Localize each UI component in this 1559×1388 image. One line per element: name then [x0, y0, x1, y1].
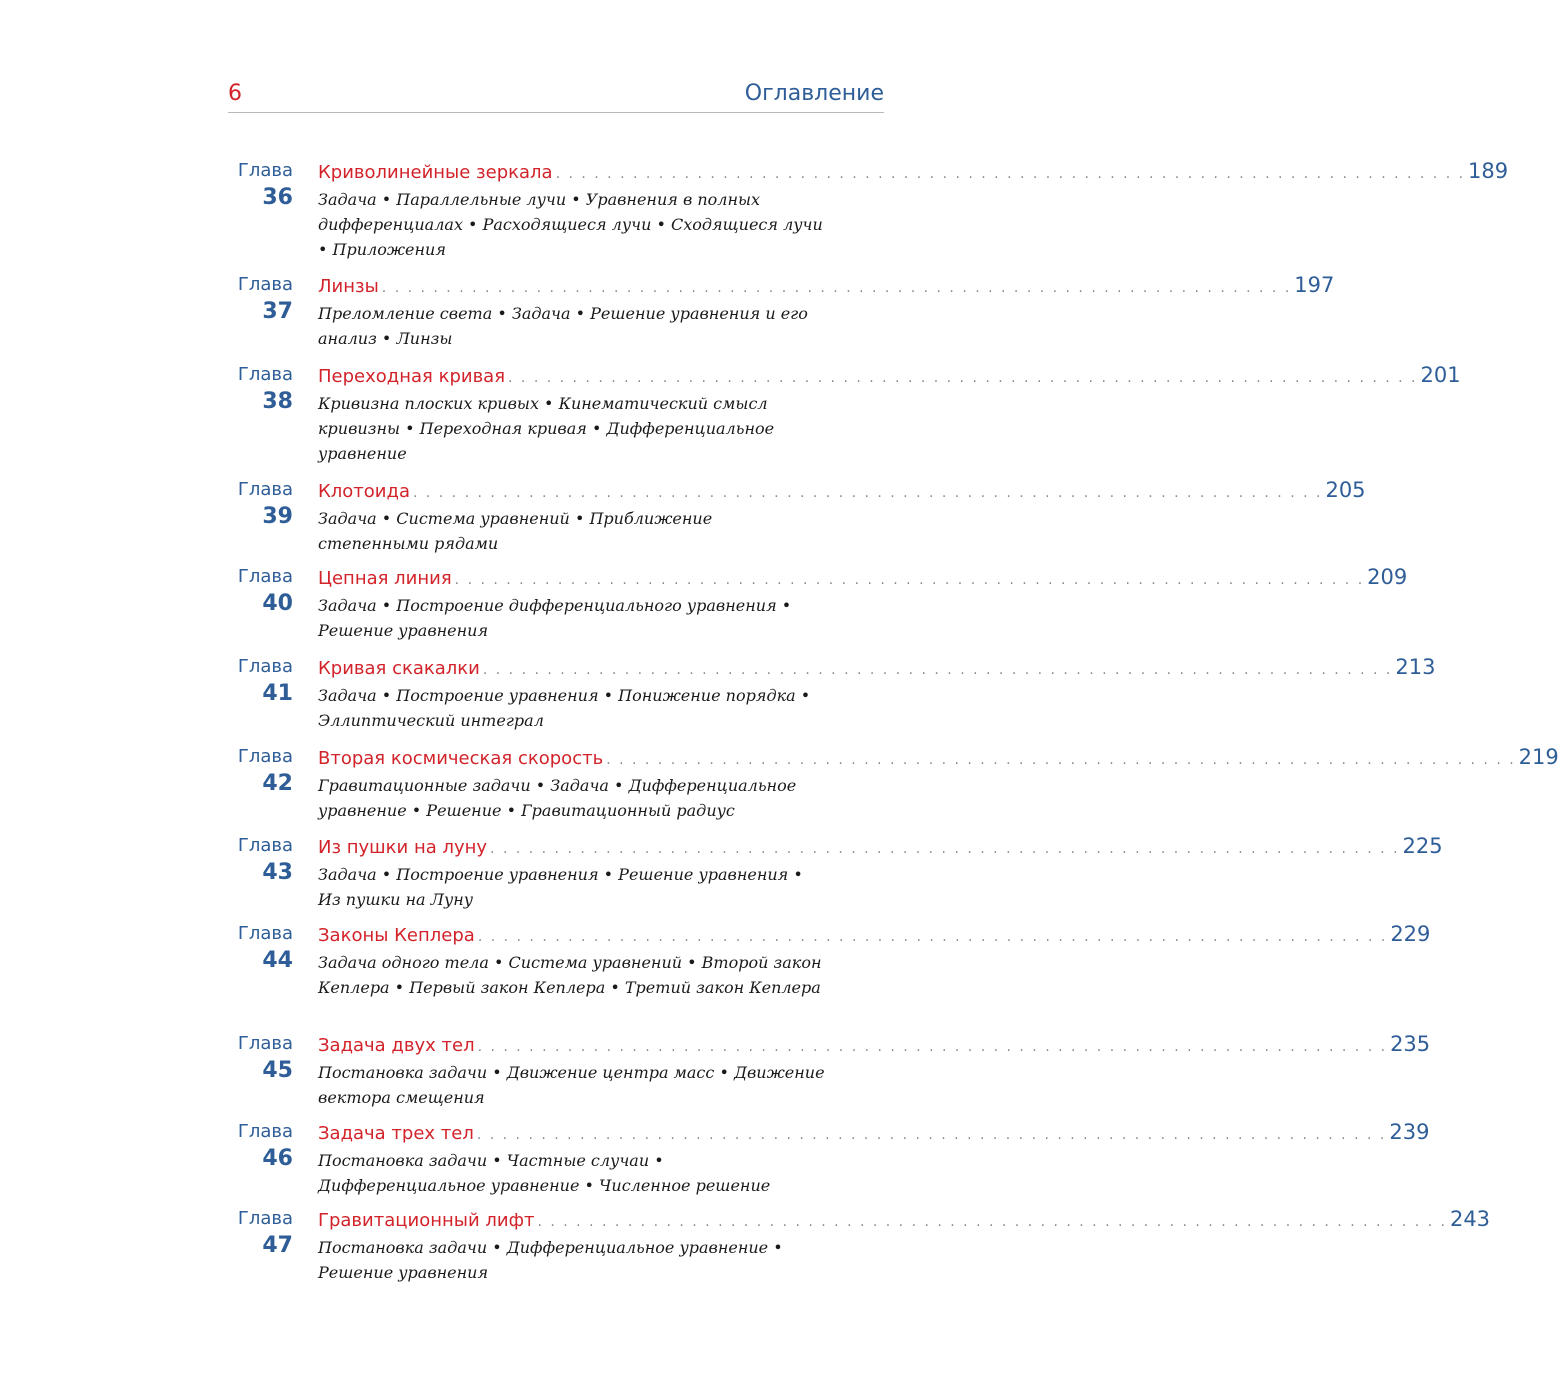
chapter-label: [228, 654, 293, 708]
chapter-word: Глава: [237, 835, 293, 856]
chapter-label: [228, 833, 293, 887]
chapter-topics: Задача • Построение дифференциального уравнения • Решение уравнения: [318, 596, 792, 640]
leader-dots: . . . . . . . . . . . . . . . . . . . . . . . . . . . . . . . . . . . . . . . . . . . . . . . . . . . . . . . . . . . . . . . . . . . . . . .: [555, 166, 1466, 182]
leader-dots: . . . . . . . . . . . . . . . . . . . . . . . . . . . . . . . . . . . . . . . . . . . . . . . . . . . . . . . . . . . . . . . . . . . . . . .: [490, 841, 1400, 857]
toc-entry[interactable]: [228, 921, 1431, 1031]
chapter-title[interactable]: Задача трех тел: [318, 1123, 474, 1144]
chapter-number: 47: [262, 1233, 293, 1258]
toc-entry[interactable]: [228, 744, 1559, 833]
chapter-topics: Преломление света • Задача • Решение уравнения и его анализ • Линзы: [318, 304, 808, 348]
chapter-topics: Задача • Построение уравнения • Понижение порядка • Эллиптический интеграл: [318, 686, 811, 730]
leader-dots: . . . . . . . . . . . . . . . . . . . . . . . . . . . . . . . . . . . . . . . . . . . . . . . . . . . . . . . . . . . . . . . . . . . . . . .: [477, 929, 1388, 945]
chapter-page[interactable]: 201: [1420, 363, 1461, 387]
chapter-page[interactable]: 197: [1294, 273, 1335, 297]
chapter-number: 38: [262, 389, 293, 414]
leader-dots: . . . . . . . . . . . . . . . . . . . . . . . . . . . . . . . . . . . . . . . . . . . . . . . . . . . . . . . . . . . . . . . . . . . . . . .: [381, 280, 1292, 296]
chapter-page[interactable]: 243: [1449, 1207, 1491, 1231]
toc-entry[interactable]: [228, 362, 1461, 477]
chapter-topics: Задача • Построение уравнения • Решение уравнения • Из пушки на Луну: [318, 865, 803, 909]
chapter-number: 44: [262, 948, 293, 973]
toc-entry[interactable]: [228, 1206, 1491, 1286]
page-number: 6: [228, 81, 242, 106]
leader-dots: . . . . . . . . . . . . . . . . . . . . . . . . . . . . . . . . . . . . . . . . . . . . . . . . . . . . . . . . . . . . . . . . . . . . . . .: [412, 485, 1323, 501]
chapter-label: [228, 272, 293, 326]
chapter-word: Глава: [237, 274, 293, 295]
toc-entry[interactable]: [228, 654, 1436, 744]
toc-entry[interactable]: [228, 477, 1366, 564]
chapter-label: [228, 1031, 293, 1085]
chapter-page[interactable]: 213: [1395, 655, 1436, 679]
running-title: Оглавление: [744, 81, 884, 106]
chapter-label: [228, 564, 293, 618]
chapter-page[interactable]: 209: [1367, 565, 1408, 589]
toc-entry[interactable]: [228, 833, 1443, 921]
chapter-word: Глава: [237, 1121, 293, 1142]
toc-entry[interactable]: [228, 564, 1408, 654]
toc-entry[interactable]: [228, 158, 1509, 272]
toc-entry[interactable]: [228, 272, 1335, 362]
chapter-page[interactable]: 205: [1325, 478, 1366, 502]
leader-dots: . . . . . . . . . . . . . . . . . . . . . . . . . . . . . . . . . . . . . . . . . . . . . . . . . . . . . . . . . . . . . . . . . . . . . . .: [476, 1127, 1387, 1143]
chapter-topics: Задача • Параллельные лучи • Уравнения в полных дифференциалах • Расходящиеся лучи • Сходящиеся лучи • Приложения: [318, 190, 823, 259]
chapter-word: Глава: [237, 364, 293, 385]
chapter-word: Глава: [237, 923, 293, 944]
chapter-label: [228, 1119, 293, 1173]
running-header: [228, 80, 884, 113]
chapter-label: [228, 744, 293, 798]
chapter-label: [228, 921, 293, 975]
chapter-number: 41: [262, 681, 293, 706]
leader-dots: . . . . . . . . . . . . . . . . . . . . . . . . . . . . . . . . . . . . . . . . . . . . . . . . . . . . . . . . . . . . . . . . . . . . . . .: [454, 572, 1365, 588]
chapter-word: Глава: [237, 1033, 293, 1054]
chapter-label: [228, 362, 293, 416]
leader-dots: . . . . . . . . . . . . . . . . . . . . . . . . . . . . . . . . . . . . . . . . . . . . . . . . . . . . . . . . . . . . . . . . . . . . . . .: [537, 1214, 1447, 1230]
table-of-contents: [228, 158, 1559, 1286]
chapter-label: [228, 477, 293, 531]
chapter-word: Глава: [237, 160, 293, 181]
toc-entry[interactable]: [228, 1031, 1431, 1119]
chapter-title[interactable]: Клотоида: [318, 481, 410, 502]
chapter-word: Глава: [237, 1208, 293, 1229]
chapter-title[interactable]: Законы Кеплера: [318, 925, 475, 946]
chapter-number: 43: [262, 860, 293, 885]
leader-dots: . . . . . . . . . . . . . . . . . . . . . . . . . . . . . . . . . . . . . . . . . . . . . . . . . . . . . . . . . . . . . . . . . . . . . . .: [606, 752, 1516, 768]
leader-dots: . . . . . . . . . . . . . . . . . . . . . . . . . . . . . . . . . . . . . . . . . . . . . . . . . . . . . . . . . . . . . . . . . . . . . . .: [482, 662, 1393, 678]
chapter-topics: Гравитационные задачи • Задача • Дифференциальное уравнение • Решение • Гравитационный радиус: [318, 776, 797, 820]
chapter-page[interactable]: 189: [1468, 159, 1509, 183]
chapter-word: Глава: [237, 656, 293, 677]
chapter-number: 36: [262, 185, 293, 210]
chapter-label: [228, 158, 293, 212]
chapter-number: 45: [262, 1058, 293, 1083]
leader-dots: . . . . . . . . . . . . . . . . . . . . . . . . . . . . . . . . . . . . . . . . . . . . . . . . . . . . . . . . . . . . . . . . . . . . . . .: [477, 1039, 1388, 1055]
chapter-page[interactable]: 239: [1389, 1120, 1430, 1144]
chapter-label: [228, 1206, 293, 1260]
chapter-title[interactable]: Из пушки на луну: [318, 837, 488, 858]
chapter-page[interactable]: 219: [1518, 745, 1559, 769]
chapter-topics: Постановка задачи • Движение центра масс • Движение вектора смещения: [318, 1063, 825, 1107]
chapter-topics: Задача • Система уравнений • Приближение степенными рядами: [318, 509, 713, 553]
chapter-title[interactable]: Вторая космическая скорость: [318, 748, 604, 769]
chapter-title[interactable]: Цепная линия: [318, 568, 452, 589]
chapter-number: 42: [262, 771, 293, 796]
chapter-number: 40: [262, 591, 293, 616]
chapter-page[interactable]: 225: [1402, 834, 1443, 858]
chapter-word: Глава: [237, 746, 293, 767]
toc-entry[interactable]: [228, 1119, 1430, 1206]
leader-dots: . . . . . . . . . . . . . . . . . . . . . . . . . . . . . . . . . . . . . . . . . . . . . . . . . . . . . . . . . . . . . . . . . . . . . . .: [508, 370, 1418, 386]
chapter-topics: Постановка задачи • Частные случаи • Дифференциальное уравнение • Численное решение: [318, 1151, 771, 1195]
chapter-topics: Кривизна плоских кривых • Кинематический смысл кривизны • Переходная кривая • Дифференциальное уравнение: [318, 394, 775, 463]
chapter-page[interactable]: 229: [1390, 922, 1431, 946]
chapter-title[interactable]: Переходная кривая: [318, 366, 506, 387]
chapter-title[interactable]: Кривая скакалки: [318, 658, 480, 679]
chapter-page[interactable]: 235: [1390, 1032, 1431, 1056]
chapter-word: Глава: [237, 566, 293, 587]
chapter-title[interactable]: Задача двух тел: [318, 1035, 475, 1056]
chapter-topics: Постановка задачи • Дифференциальное уравнение • Решение уравнения: [318, 1238, 783, 1282]
chapter-topics: Задача одного тела • Система уравнений • Второй закон Кеплера • Первый закон Кеплера • Третий закон Кеплера: [318, 953, 822, 997]
chapter-number: 39: [262, 504, 293, 529]
chapter-title[interactable]: Криволинейные зеркала: [318, 162, 553, 183]
chapter-number: 37: [262, 299, 293, 324]
chapter-title[interactable]: Линзы: [318, 276, 379, 297]
chapter-title[interactable]: Гравитационный лифт: [318, 1210, 535, 1231]
chapter-number: 46: [262, 1146, 293, 1171]
chapter-word: Глава: [237, 479, 293, 500]
